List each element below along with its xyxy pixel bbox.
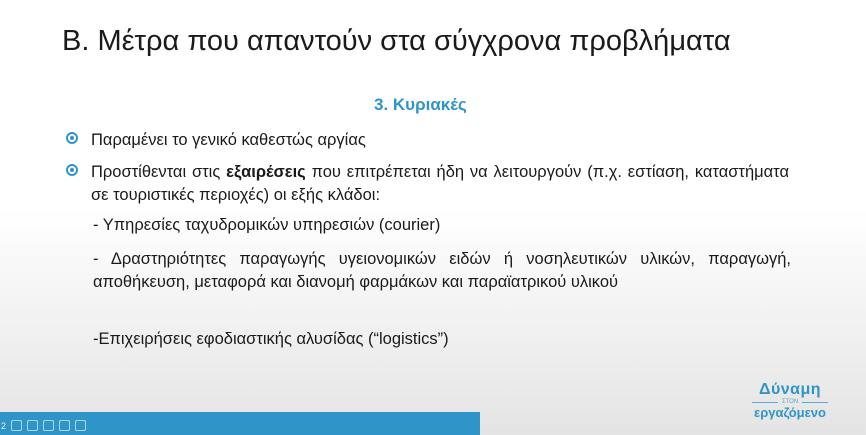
menu-icon[interactable] (59, 420, 70, 431)
sub-item: - Υπηρεσίες ταχυδρομικών υπηρεσιών (courier) (93, 216, 441, 234)
slide-title: Β. Μέτρα που απαντούν στα σύγχρονα προβλήματα (62, 25, 731, 57)
more-options-icon[interactable] (75, 420, 86, 431)
logo-line (752, 402, 778, 403)
sub-item: - Δραστηριότητες παραγωγής υγειονομικών ειδών ή νοσηλευτικών υλικών, παραγωγή, αποθήκευση, μεταφορά και διανομή φαρμάκων και παραϊατρικού υλικού (93, 250, 791, 291)
logo-bottom-text: εργαζόμενο (754, 405, 826, 420)
zoom-icon[interactable] (43, 420, 54, 431)
bullet-text-bold: εξαιρέσεις (226, 163, 306, 181)
radio-bullet-icon (66, 132, 78, 144)
bullet-text-end: που επιτρέπεται ήδη να λειτουργούν (π.χ. εστίαση, καταστήματα σε τουριστικές περιοχές) οι εξής κλάδοι: (91, 163, 789, 204)
logo-middle-text: ΣΤΟΝ (781, 399, 799, 405)
bullet-item (66, 161, 792, 207)
bullet-text: Παραμένει το γενικό καθεστώς αργίας (91, 131, 366, 149)
bullet-text-start: Προστίθενται στις (91, 163, 227, 181)
logo (740, 381, 840, 420)
pen-icon[interactable] (27, 420, 38, 431)
toolbar-controls (0, 416, 86, 435)
slide-subtitle: 3. Κυριακές (374, 95, 467, 114)
logo-line (802, 402, 828, 403)
bullet-text (91, 161, 789, 207)
page-number: 2 (1, 420, 7, 431)
radio-bullet-icon (66, 164, 78, 176)
prev-slide-icon[interactable] (11, 420, 22, 431)
logo-top-text: Δύναμη (758, 381, 822, 398)
bullet-item (66, 129, 786, 152)
sub-item: -Επιχειρήσεις εφοδιαστικής αλυσίδας (“logistics”) (93, 330, 449, 348)
